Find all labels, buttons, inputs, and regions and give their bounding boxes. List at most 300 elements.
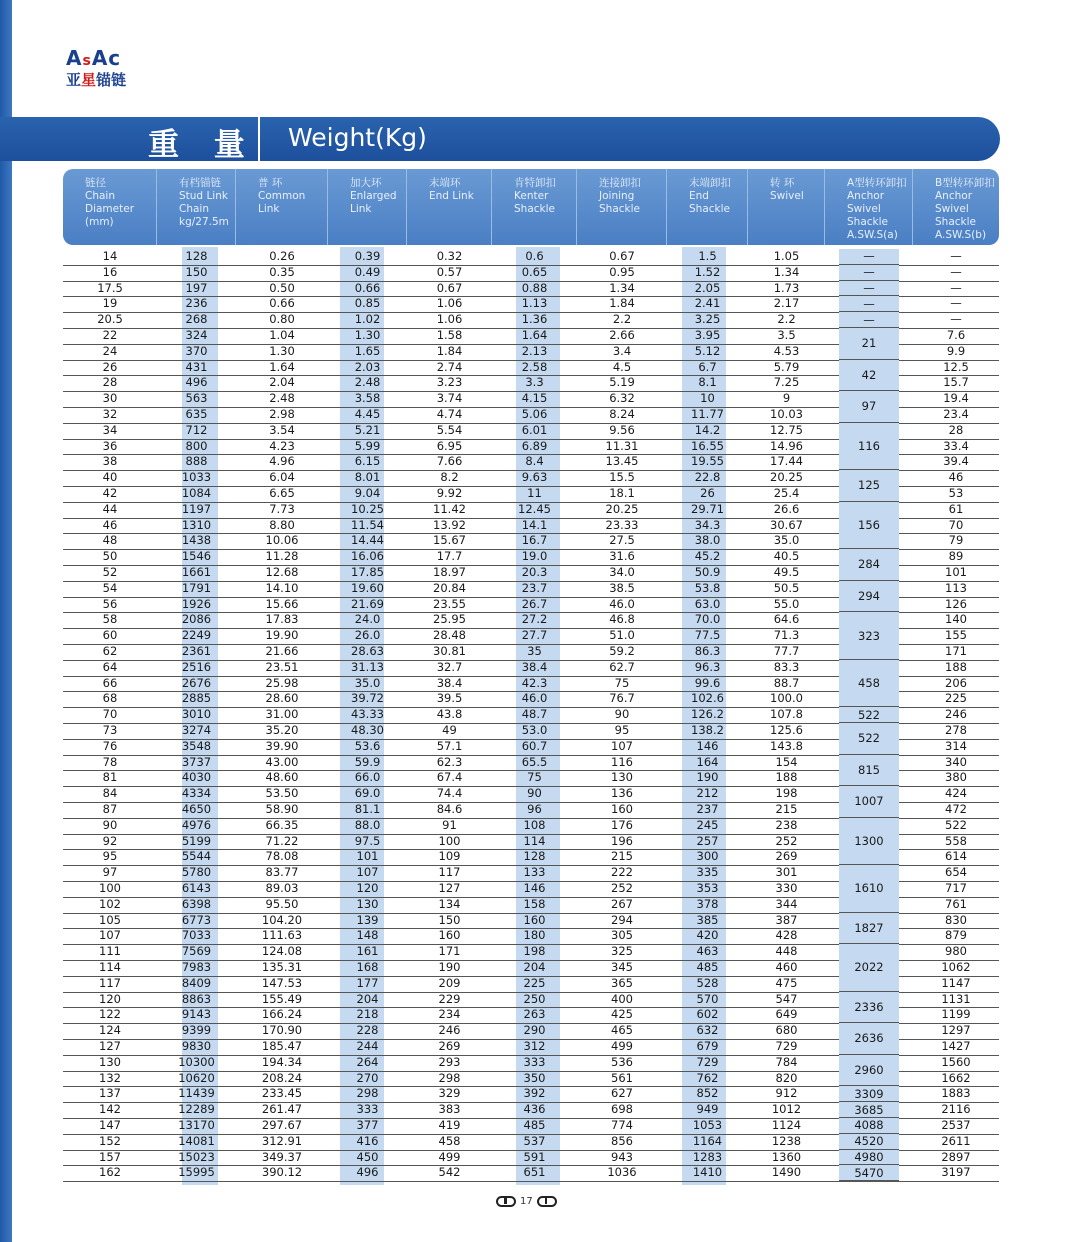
table-cell: 27.2 bbox=[521, 612, 548, 627]
table-cell: 1199 bbox=[941, 1007, 971, 1022]
table-cell: 499 bbox=[438, 1149, 461, 1164]
table-cell: 162 bbox=[99, 1165, 121, 1180]
table-cell: 83.3 bbox=[773, 659, 800, 674]
table-cell: 196 bbox=[611, 833, 633, 848]
table-cell: 1.65 bbox=[354, 343, 381, 358]
table-cell: 233.45 bbox=[261, 1086, 303, 1101]
table-cell: 383 bbox=[438, 1102, 461, 1117]
table-cell: 48.30 bbox=[351, 723, 384, 737]
table-cell: 20.84 bbox=[433, 580, 466, 595]
asw-a-cell: 156 bbox=[839, 502, 899, 549]
table-cell: 46 bbox=[102, 517, 118, 532]
table-cell: 22.8 bbox=[694, 470, 721, 485]
table-cell: 680 bbox=[775, 1023, 798, 1038]
table-cell: 39.5 bbox=[436, 691, 463, 706]
table-cell: 5.21 bbox=[354, 422, 381, 437]
logo-english: AsAc bbox=[66, 46, 122, 70]
table-cell: 5.54 bbox=[436, 422, 463, 437]
table-cell: 330 bbox=[775, 881, 798, 895]
table-cell: 416 bbox=[356, 1133, 379, 1148]
table-cell: 53.8 bbox=[694, 580, 721, 595]
table-cell: 126.2 bbox=[691, 707, 724, 722]
table-cell: 0.67 bbox=[609, 249, 635, 263]
table-cell: 171 bbox=[438, 944, 461, 959]
table-cell: 5544 bbox=[181, 849, 212, 864]
table-cell: 48.7 bbox=[521, 707, 548, 722]
table-cell: 78 bbox=[102, 754, 118, 769]
asw-a-cell: 4520 bbox=[839, 1134, 899, 1150]
brand-logo bbox=[66, 48, 126, 89]
table-cell: 120 bbox=[99, 991, 121, 1006]
table-cell: 1410 bbox=[692, 1165, 723, 1180]
table-cell: 77.5 bbox=[694, 628, 721, 643]
table-cell: 1062 bbox=[941, 960, 971, 974]
table-cell: 12.75 bbox=[770, 422, 803, 437]
table-cell: 113 bbox=[945, 580, 967, 595]
table-cell: 104.20 bbox=[261, 912, 303, 927]
table-cell: 0.35 bbox=[269, 264, 295, 279]
asw-a-cell: 458 bbox=[839, 660, 899, 707]
table-cell: 65.5 bbox=[521, 754, 548, 769]
table-cell: 43.33 bbox=[351, 707, 384, 722]
table-cell: 1.84 bbox=[609, 296, 635, 311]
table-cell: 40.5 bbox=[773, 549, 800, 564]
table-cell: 2.41 bbox=[694, 296, 721, 311]
table-cell: 198 bbox=[523, 944, 546, 959]
table-cell: 278 bbox=[945, 723, 967, 737]
column-header: 加大环 Enlarged Link bbox=[328, 169, 407, 245]
table-cell: 635 bbox=[185, 407, 208, 421]
table-cell: 1.04 bbox=[269, 328, 295, 342]
table-cell: 100.0 bbox=[770, 691, 803, 706]
table-cell: 97.5 bbox=[354, 833, 381, 848]
table-cell: 126 bbox=[945, 596, 967, 611]
table-cell: 387 bbox=[775, 912, 798, 927]
table-cell: 1.34 bbox=[609, 280, 635, 295]
table-cell: 31.00 bbox=[265, 707, 299, 722]
column-header: 末端卸扣 End Shackle bbox=[667, 169, 748, 245]
table-cell: 729 bbox=[696, 1054, 719, 1069]
table-cell: 712 bbox=[185, 422, 208, 437]
table-cell: 269 bbox=[775, 849, 798, 864]
table-cell: 949 bbox=[696, 1102, 719, 1117]
table-cell: 2.2 bbox=[612, 312, 632, 327]
table-cell: 563 bbox=[185, 391, 208, 406]
table-cell: 27.5 bbox=[609, 533, 635, 548]
table-cell: 19.0 bbox=[521, 549, 548, 564]
table-cell: 135.31 bbox=[261, 960, 303, 974]
table-cell: 67.4 bbox=[436, 770, 463, 785]
table-cell: 17.7 bbox=[436, 549, 463, 564]
table-cell: 76 bbox=[102, 738, 118, 753]
table-cell: 1.52 bbox=[694, 264, 721, 279]
table-cell: 1.06 bbox=[436, 296, 463, 311]
table-cell: 888 bbox=[185, 454, 208, 469]
table-cell: 6.01 bbox=[521, 422, 548, 437]
page-footer bbox=[496, 1196, 557, 1207]
table-cell: 114 bbox=[99, 960, 121, 974]
table-cell: 100 bbox=[99, 881, 121, 895]
asw-a-cell: 2022 bbox=[839, 944, 899, 991]
table-cell: 55.0 bbox=[773, 596, 800, 611]
table-cell: 90 bbox=[614, 707, 630, 722]
table-cell: 305 bbox=[611, 928, 633, 943]
table-cell: 762 bbox=[696, 1070, 719, 1085]
table-cell: 77.7 bbox=[773, 644, 800, 658]
table-cell: 4976 bbox=[181, 817, 212, 832]
table-cell: 3.58 bbox=[354, 391, 381, 406]
table-cell: 3.3 bbox=[525, 375, 544, 390]
table-cell: 6.95 bbox=[436, 438, 463, 453]
table-cell: 79 bbox=[948, 533, 964, 548]
table-cell: 6.89 bbox=[521, 438, 548, 453]
asw-a-cell: 522 bbox=[839, 707, 899, 723]
table-cell: 1560 bbox=[941, 1054, 971, 1069]
table-cell: 188 bbox=[775, 770, 798, 785]
table-cell: 215 bbox=[775, 802, 798, 816]
table-cell: 9830 bbox=[181, 1039, 212, 1053]
table-cell: 2.66 bbox=[609, 328, 635, 342]
table-cell: 68 bbox=[102, 691, 118, 706]
table-cell: 428 bbox=[775, 928, 798, 943]
logo-chinese: 亚星锚链 bbox=[66, 71, 127, 89]
table-cell: 12.5 bbox=[943, 359, 969, 374]
table-cell: 9.56 bbox=[609, 422, 635, 437]
table-cell: 31.6 bbox=[609, 549, 635, 564]
column-header: 链径 Chain Diameter (mm) bbox=[63, 169, 157, 245]
table-cell: 879 bbox=[945, 928, 967, 943]
table-cell: 16 bbox=[102, 264, 118, 279]
table-cell: 463 bbox=[696, 944, 719, 959]
table-cell: 14.2 bbox=[694, 422, 721, 437]
table-cell: 4.5 bbox=[612, 359, 632, 374]
asw-a-cell: 21 bbox=[839, 328, 899, 360]
table-cell: 12289 bbox=[178, 1102, 215, 1117]
table-cell: 23.51 bbox=[265, 659, 299, 674]
table-cell: 150 bbox=[185, 264, 208, 279]
table-cell: 1.58 bbox=[436, 328, 463, 342]
table-cell: 48 bbox=[102, 533, 118, 548]
table-cell: 9 bbox=[782, 391, 791, 406]
table-cell: 39.90 bbox=[265, 738, 299, 753]
table-cell: 679 bbox=[696, 1039, 719, 1053]
table-cell: 3.95 bbox=[694, 328, 721, 342]
table-cell: 50 bbox=[102, 549, 118, 564]
table-cell: 1036 bbox=[607, 1165, 637, 1180]
table-cell: 83.77 bbox=[265, 865, 299, 880]
table-cell: 649 bbox=[775, 1007, 798, 1022]
asw-a-cell: — bbox=[839, 265, 899, 281]
table-cell: 24 bbox=[102, 343, 118, 358]
table-cell: 128 bbox=[185, 249, 208, 263]
table-cell: 2676 bbox=[181, 675, 212, 690]
table-cell: 49.5 bbox=[773, 565, 800, 579]
table-cell: 301 bbox=[775, 865, 798, 880]
table-cell: 53.6 bbox=[354, 738, 381, 753]
table-cell: 1.34 bbox=[773, 264, 800, 279]
page-number: 17 bbox=[520, 1196, 533, 1207]
table-cell: 158 bbox=[523, 896, 546, 911]
asw-a-cell: — bbox=[839, 281, 899, 297]
table-cell: 448 bbox=[775, 944, 798, 959]
table-cell: 499 bbox=[611, 1039, 633, 1053]
table-cell: 102.6 bbox=[691, 691, 724, 706]
asw-a-cell: 3685 bbox=[839, 1102, 899, 1118]
table-cell: 264 bbox=[356, 1054, 379, 1069]
table-cell: 14.96 bbox=[770, 438, 803, 453]
table-cell: 35.20 bbox=[265, 723, 299, 737]
table-cell: 43.8 bbox=[436, 707, 463, 722]
table-cell: 237 bbox=[696, 802, 719, 816]
table-cell: 31.13 bbox=[351, 659, 384, 674]
table-cell: 150 bbox=[438, 912, 461, 927]
table-cell: 345 bbox=[611, 960, 633, 974]
table-cell: 8409 bbox=[181, 975, 212, 990]
table-cell: 252 bbox=[775, 833, 798, 848]
table-cell: 147.53 bbox=[261, 975, 303, 990]
table-cell: 2611 bbox=[941, 1133, 971, 1148]
table-cell: 11.28 bbox=[265, 549, 299, 564]
table-cell: 11.31 bbox=[605, 438, 639, 453]
table-cell: 11.42 bbox=[433, 501, 466, 516]
table-cell: 1310 bbox=[181, 517, 212, 532]
table-cell: 2361 bbox=[181, 644, 212, 658]
table-cell: 2.48 bbox=[269, 391, 295, 406]
asw-a-cell: — bbox=[839, 312, 899, 328]
table-cell: 1.73 bbox=[773, 280, 800, 295]
table-cell: 424 bbox=[945, 786, 967, 801]
table-cell: 246 bbox=[945, 707, 967, 722]
table-cell: 10.06 bbox=[265, 533, 299, 548]
table-cell: 26 bbox=[102, 359, 118, 374]
table-cell: 44 bbox=[102, 501, 118, 516]
table-cell: 294 bbox=[611, 912, 633, 927]
table-cell: 10.03 bbox=[770, 407, 803, 421]
table-cell: 8863 bbox=[181, 991, 212, 1006]
table-cell: 392 bbox=[523, 1086, 546, 1101]
table-cell: 122 bbox=[99, 1007, 121, 1022]
table-cell: 25.95 bbox=[433, 612, 466, 627]
table-cell: 225 bbox=[523, 975, 546, 990]
table-cell: 380 bbox=[945, 770, 967, 785]
table-cell: 370 bbox=[185, 343, 208, 358]
table-cell: 1360 bbox=[771, 1149, 802, 1164]
table-cell: 651 bbox=[523, 1165, 546, 1180]
table-cell: 29.71 bbox=[691, 501, 724, 516]
table-cell: 12.45 bbox=[518, 501, 551, 516]
table-cell: 9.04 bbox=[354, 486, 381, 500]
table-cell: 7.73 bbox=[269, 501, 295, 516]
table-cell: 59.9 bbox=[354, 754, 381, 769]
table-cell: 460 bbox=[775, 960, 798, 974]
table-cell: 109 bbox=[438, 849, 461, 864]
table-cell: 2.04 bbox=[269, 375, 295, 390]
table-cell: 160 bbox=[611, 802, 633, 816]
table-cell: 14081 bbox=[178, 1133, 215, 1148]
table-cell: 1124 bbox=[771, 1118, 802, 1132]
table-cell: 18.97 bbox=[433, 565, 466, 579]
table-cell: 496 bbox=[356, 1165, 379, 1180]
table-cell: 194.34 bbox=[261, 1054, 303, 1069]
table-cell: 64 bbox=[102, 659, 118, 674]
table-cell: 912 bbox=[775, 1086, 798, 1101]
table-cell: 4.74 bbox=[436, 407, 463, 421]
table-cell: 1.02 bbox=[354, 312, 381, 327]
table-cell: 19 bbox=[102, 296, 118, 311]
table-cell: 8.01 bbox=[354, 470, 381, 485]
table-cell: 547 bbox=[775, 991, 798, 1006]
table-cell: 57.1 bbox=[436, 738, 463, 753]
table-cell: 800 bbox=[185, 438, 208, 453]
table-cell: 475 bbox=[775, 975, 798, 990]
table-cell: 48.60 bbox=[265, 770, 299, 785]
table-cell: 111 bbox=[99, 944, 121, 959]
table-cell: 15.66 bbox=[265, 596, 299, 611]
table-cell: 602 bbox=[696, 1007, 719, 1022]
table-cell: 21.66 bbox=[265, 644, 299, 658]
table-cell: 1427 bbox=[941, 1039, 971, 1053]
table-cell: 73 bbox=[102, 723, 118, 737]
table-cell: 127 bbox=[99, 1039, 121, 1053]
table-cell: 215 bbox=[611, 849, 633, 864]
table-cell: 35.0 bbox=[354, 675, 381, 690]
table-cell: 436 bbox=[523, 1102, 546, 1117]
table-cell: 157 bbox=[99, 1149, 121, 1164]
table-cell: 92 bbox=[102, 833, 118, 848]
table-cell: 23.33 bbox=[605, 517, 639, 532]
table-cell: 148 bbox=[356, 928, 379, 943]
table-cell: 190 bbox=[438, 960, 461, 974]
table-cell: 542 bbox=[438, 1165, 461, 1180]
table-cell: 2086 bbox=[181, 612, 212, 627]
table-cell: 2.48 bbox=[354, 375, 381, 390]
table-cell: 222 bbox=[611, 865, 633, 880]
table-cell: 561 bbox=[611, 1070, 633, 1085]
table-cell: 1.36 bbox=[521, 312, 548, 327]
table-cell: 4.96 bbox=[269, 454, 295, 469]
table-cell: 14.1 bbox=[521, 517, 548, 532]
table-cell: 127 bbox=[438, 881, 461, 895]
asw-a-cell: 1007 bbox=[839, 786, 899, 818]
table-cell: 2885 bbox=[181, 691, 212, 706]
table-cell: 32 bbox=[102, 407, 118, 421]
table-cell: 1546 bbox=[181, 549, 212, 564]
table-cell: 206 bbox=[945, 675, 967, 690]
table-cell: 852 bbox=[696, 1086, 719, 1101]
table-cell: 3.25 bbox=[694, 312, 721, 327]
table-cell: 8.24 bbox=[609, 407, 635, 421]
table-cell: 89.03 bbox=[265, 881, 299, 895]
table-cell: 13.92 bbox=[433, 517, 466, 532]
table-cell: 9.92 bbox=[436, 486, 463, 500]
table-cell: 34.0 bbox=[609, 565, 635, 579]
table-cell: 53.50 bbox=[265, 786, 299, 801]
table-cell: 3.23 bbox=[436, 375, 463, 390]
table-cell: 88.7 bbox=[773, 675, 800, 690]
table-cell: 97 bbox=[102, 865, 118, 880]
table-cell: 52 bbox=[102, 565, 118, 579]
table-cell: 6.15 bbox=[354, 454, 381, 469]
table-cell: 263 bbox=[523, 1007, 546, 1022]
table-cell: 102 bbox=[99, 896, 121, 911]
table-cell: 15.7 bbox=[943, 375, 969, 390]
table-cell: 238 bbox=[775, 817, 798, 832]
table-cell: 1490 bbox=[771, 1165, 802, 1180]
table-cell: 63.0 bbox=[694, 596, 721, 611]
table-cell: 2.03 bbox=[354, 359, 381, 374]
table-cell: 13170 bbox=[178, 1118, 215, 1132]
asw-a-cell: 4088 bbox=[839, 1118, 899, 1134]
table-cell: 35 bbox=[527, 644, 542, 658]
table-cell: 75 bbox=[527, 770, 542, 785]
table-cell: 25.98 bbox=[265, 675, 299, 690]
table-cell: 108 bbox=[523, 817, 546, 832]
table-cell: 81 bbox=[102, 770, 118, 785]
table-cell: 204 bbox=[356, 991, 379, 1006]
table-cell: 43.00 bbox=[265, 754, 299, 769]
table-cell: 10620 bbox=[178, 1070, 215, 1085]
table-cell: 20.25 bbox=[605, 501, 639, 516]
table-cell: 4.45 bbox=[354, 407, 381, 421]
table-cell: 133 bbox=[523, 865, 546, 880]
table-cell: 124.08 bbox=[261, 944, 303, 959]
table-cell: 6.32 bbox=[609, 391, 635, 406]
chain-link-icon bbox=[496, 1196, 516, 1207]
table-cell: 59.2 bbox=[609, 644, 635, 658]
table-cell: 60 bbox=[102, 628, 118, 643]
table-cell: 943 bbox=[611, 1149, 633, 1164]
table-cell: 70.0 bbox=[694, 612, 721, 627]
banner-title-chinese: 重 量 bbox=[148, 127, 257, 163]
table-cell: 252 bbox=[611, 881, 633, 895]
table-cell: 185.47 bbox=[261, 1039, 303, 1053]
table-cell: 53.0 bbox=[521, 723, 548, 737]
table-cell: 15995 bbox=[178, 1165, 215, 1180]
table-cell: 3737 bbox=[181, 754, 212, 769]
table-cell: 0.80 bbox=[269, 312, 295, 327]
table-cell: 87 bbox=[102, 802, 118, 816]
table-cell: 4.23 bbox=[269, 438, 295, 453]
table-cell: 270 bbox=[356, 1070, 379, 1085]
table-cell: 170.90 bbox=[261, 1023, 303, 1038]
table-cell: 4650 bbox=[181, 802, 212, 816]
table-cell: 15.5 bbox=[609, 470, 635, 485]
table-cell: 171 bbox=[945, 644, 967, 658]
table-cell: 6.65 bbox=[269, 486, 295, 500]
table-cell: 0.6 bbox=[525, 249, 544, 263]
table-cell: 160 bbox=[523, 912, 546, 927]
table-cell: 46.0 bbox=[521, 691, 548, 706]
table-cell: 27.7 bbox=[521, 628, 548, 643]
table-cell: 66.35 bbox=[265, 817, 299, 832]
table-cell: 9.63 bbox=[521, 470, 548, 485]
table-cell: 15.67 bbox=[433, 533, 466, 548]
chain-link-icon bbox=[537, 1196, 557, 1207]
table-cell: 71.3 bbox=[773, 628, 800, 643]
table-cell: 147 bbox=[99, 1118, 121, 1132]
table-cell: 26 bbox=[700, 486, 715, 500]
column-header: 有档锚链 Stud Link Chain kg/27.5m bbox=[157, 169, 236, 245]
table-cell: 236 bbox=[185, 296, 208, 311]
table-cell: 16.7 bbox=[521, 533, 548, 548]
table-cell: 10 bbox=[700, 391, 715, 406]
table-cell: 107.8 bbox=[770, 707, 803, 722]
asw-a-cell: 5470 bbox=[839, 1165, 899, 1181]
table-cell: 34 bbox=[102, 422, 118, 437]
asw-a-cell: 125 bbox=[839, 470, 899, 502]
table-cell: 17.5 bbox=[97, 280, 123, 295]
table-cell: 38.0 bbox=[694, 533, 721, 548]
